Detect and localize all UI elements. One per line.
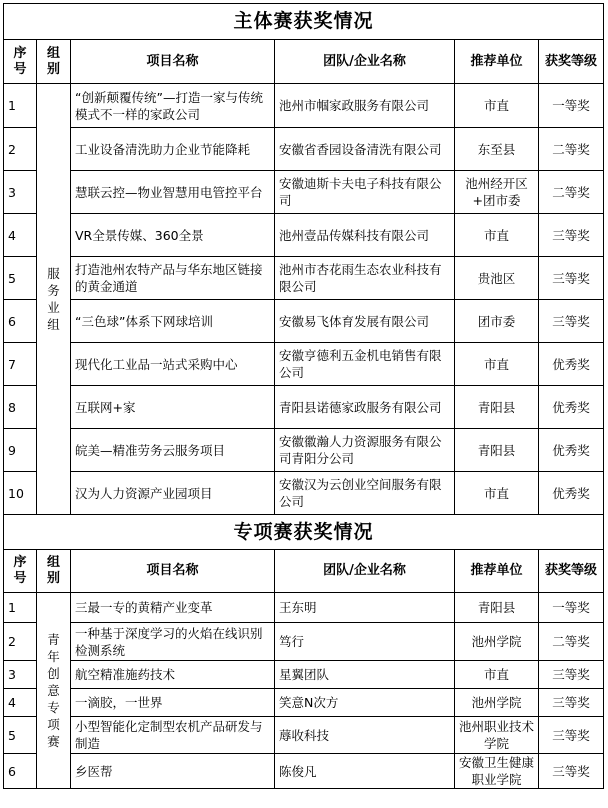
cell-award: 三等奖	[539, 661, 604, 689]
cell-seq: 1	[4, 84, 37, 128]
cell-seq: 8	[4, 386, 37, 429]
cell-award: 优秀奖	[539, 386, 604, 429]
cell-award: 二等奖	[539, 171, 604, 214]
cell-team: 安徽亨德利五金机电销售有限公司	[275, 343, 455, 386]
cell-team: 蓐收科技	[275, 717, 455, 754]
table-row	[4, 257, 604, 300]
cell-award: 优秀奖	[539, 343, 604, 386]
cell-team: 星翼团队	[275, 661, 455, 689]
cell-seq: 10	[4, 472, 37, 515]
cell-team: 安徽徽瀚人力资源服务有限公司青阳分公司	[275, 429, 455, 472]
table-row	[4, 429, 604, 472]
cell-seq: 9	[4, 429, 37, 472]
cell-project: 一种基于深度学习的火焰在线识别检测系统	[71, 623, 275, 661]
main-group-cell	[37, 84, 71, 515]
cell-award: 优秀奖	[539, 429, 604, 472]
cell-project: 工业设备清洗助力企业节能降耗	[71, 128, 275, 171]
group-label: 青年创意专项赛	[47, 632, 60, 749]
cell-seq: 2	[4, 623, 37, 661]
cell-team: 笃行	[275, 623, 455, 661]
cell-award: 三等奖	[539, 754, 604, 789]
cell-award: 二等奖	[539, 623, 604, 661]
cell-unit: 市直	[455, 84, 539, 128]
header-group: 组别	[37, 550, 71, 593]
cell-project: VR全景传媒、360全景	[71, 214, 275, 257]
cell-seq: 5	[4, 717, 37, 754]
cell-project: 航空精准施药技术	[71, 661, 275, 689]
table-row	[4, 623, 604, 661]
cell-award: 一等奖	[539, 593, 604, 623]
special-header-row	[4, 550, 604, 593]
cell-team: 安徽迪斯卡夫电子科技有限公司	[275, 171, 455, 214]
header-project: 项目名称	[71, 40, 275, 84]
cell-unit: 安徽卫生健康职业学院	[455, 754, 539, 789]
cell-team: 王东明	[275, 593, 455, 623]
cell-award: 二等奖	[539, 128, 604, 171]
awards-table	[3, 3, 604, 789]
table-row	[4, 472, 604, 515]
cell-team: 池州市杏花雨生态农业科技有限公司	[275, 257, 455, 300]
main-section-title: 主体赛获奖情况	[4, 4, 604, 40]
cell-award: 三等奖	[539, 257, 604, 300]
special-group-cell	[37, 593, 71, 789]
cell-seq: 3	[4, 171, 37, 214]
header-award: 获奖等级	[539, 550, 604, 593]
cell-project: 汉为人力资源产业园项目	[71, 472, 275, 515]
table-row	[4, 171, 604, 214]
cell-project: 三最一专的黄精产业变革	[71, 593, 275, 623]
header-seq: 序号	[4, 550, 37, 593]
cell-team: 池州市帼家政服务有限公司	[275, 84, 455, 128]
cell-unit: 市直	[455, 214, 539, 257]
table-row	[4, 717, 604, 754]
table-row	[4, 593, 604, 623]
cell-project: 小型智能化定制型农机产品研发与制造	[71, 717, 275, 754]
table-row	[4, 343, 604, 386]
cell-project: 一滴胶，一世界	[71, 689, 275, 717]
cell-unit: 池州学院	[455, 689, 539, 717]
cell-team: 池州壹品传媒科技有限公司	[275, 214, 455, 257]
awards-table-body	[4, 4, 604, 789]
table-row	[4, 300, 604, 343]
cell-project: 乡医帮	[71, 754, 275, 789]
cell-unit: 贵池区	[455, 257, 539, 300]
cell-unit: 青阳县	[455, 386, 539, 429]
cell-project: 打造池州农特产品与华东地区链接的黄金通道	[71, 257, 275, 300]
table-row	[4, 128, 604, 171]
header-unit: 推荐单位	[455, 40, 539, 84]
cell-seq: 5	[4, 257, 37, 300]
cell-unit: 池州经开区+团市委	[455, 171, 539, 214]
cell-unit: 市直	[455, 343, 539, 386]
cell-unit: 池州职业技术学院	[455, 717, 539, 754]
cell-team: 安徽省香园设备清洗有限公司	[275, 128, 455, 171]
special-section-title: 专项赛获奖情况	[4, 515, 604, 550]
cell-seq: 2	[4, 128, 37, 171]
cell-unit: 市直	[455, 661, 539, 689]
group-label: 服务业组	[47, 266, 60, 332]
header-team: 团队/企业名称	[275, 40, 455, 84]
cell-unit: 东至县	[455, 128, 539, 171]
cell-unit: 市直	[455, 472, 539, 515]
cell-seq: 1	[4, 593, 37, 623]
header-team: 团队/企业名称	[275, 550, 455, 593]
table-row	[4, 214, 604, 257]
cell-seq: 6	[4, 754, 37, 789]
cell-unit: 池州学院	[455, 623, 539, 661]
cell-unit: 团市委	[455, 300, 539, 343]
cell-seq: 4	[4, 689, 37, 717]
header-award: 获奖等级	[539, 40, 604, 84]
header-group: 组别	[37, 40, 71, 84]
cell-team: 青阳县诺德家政服务有限公司	[275, 386, 455, 429]
cell-team: 安徽易飞体育发展有限公司	[275, 300, 455, 343]
cell-team: 笑意N次方	[275, 689, 455, 717]
main-header-row	[4, 40, 604, 84]
cell-award: 三等奖	[539, 717, 604, 754]
header-seq: 序号	[4, 40, 37, 84]
cell-award: 三等奖	[539, 300, 604, 343]
cell-seq: 7	[4, 343, 37, 386]
cell-project: 互联网+家	[71, 386, 275, 429]
main-title-row	[4, 4, 604, 40]
cell-award: 三等奖	[539, 214, 604, 257]
table-row	[4, 754, 604, 789]
cell-unit: 青阳县	[455, 429, 539, 472]
cell-project: “创新颠覆传统”—打造一家与传统模式不一样的家政公司	[71, 84, 275, 128]
header-project: 项目名称	[71, 550, 275, 593]
table-row	[4, 661, 604, 689]
cell-project: 慧联云控—物业智慧用电管控平台	[71, 171, 275, 214]
table-row	[4, 689, 604, 717]
cell-project: 皖美—精准劳务云服务项目	[71, 429, 275, 472]
cell-award: 三等奖	[539, 689, 604, 717]
cell-award: 优秀奖	[539, 472, 604, 515]
header-unit: 推荐单位	[455, 550, 539, 593]
cell-seq: 4	[4, 214, 37, 257]
table-row	[4, 84, 604, 128]
cell-team: 陈俊凡	[275, 754, 455, 789]
special-title-row	[4, 515, 604, 550]
cell-project: “三色球”体系下网球培训	[71, 300, 275, 343]
cell-seq: 3	[4, 661, 37, 689]
cell-team: 安徽汉为云创业空间服务有限公司	[275, 472, 455, 515]
table-row	[4, 386, 604, 429]
cell-seq: 6	[4, 300, 37, 343]
cell-unit: 青阳县	[455, 593, 539, 623]
cell-award: 一等奖	[539, 84, 604, 128]
cell-project: 现代化工业品一站式采购中心	[71, 343, 275, 386]
